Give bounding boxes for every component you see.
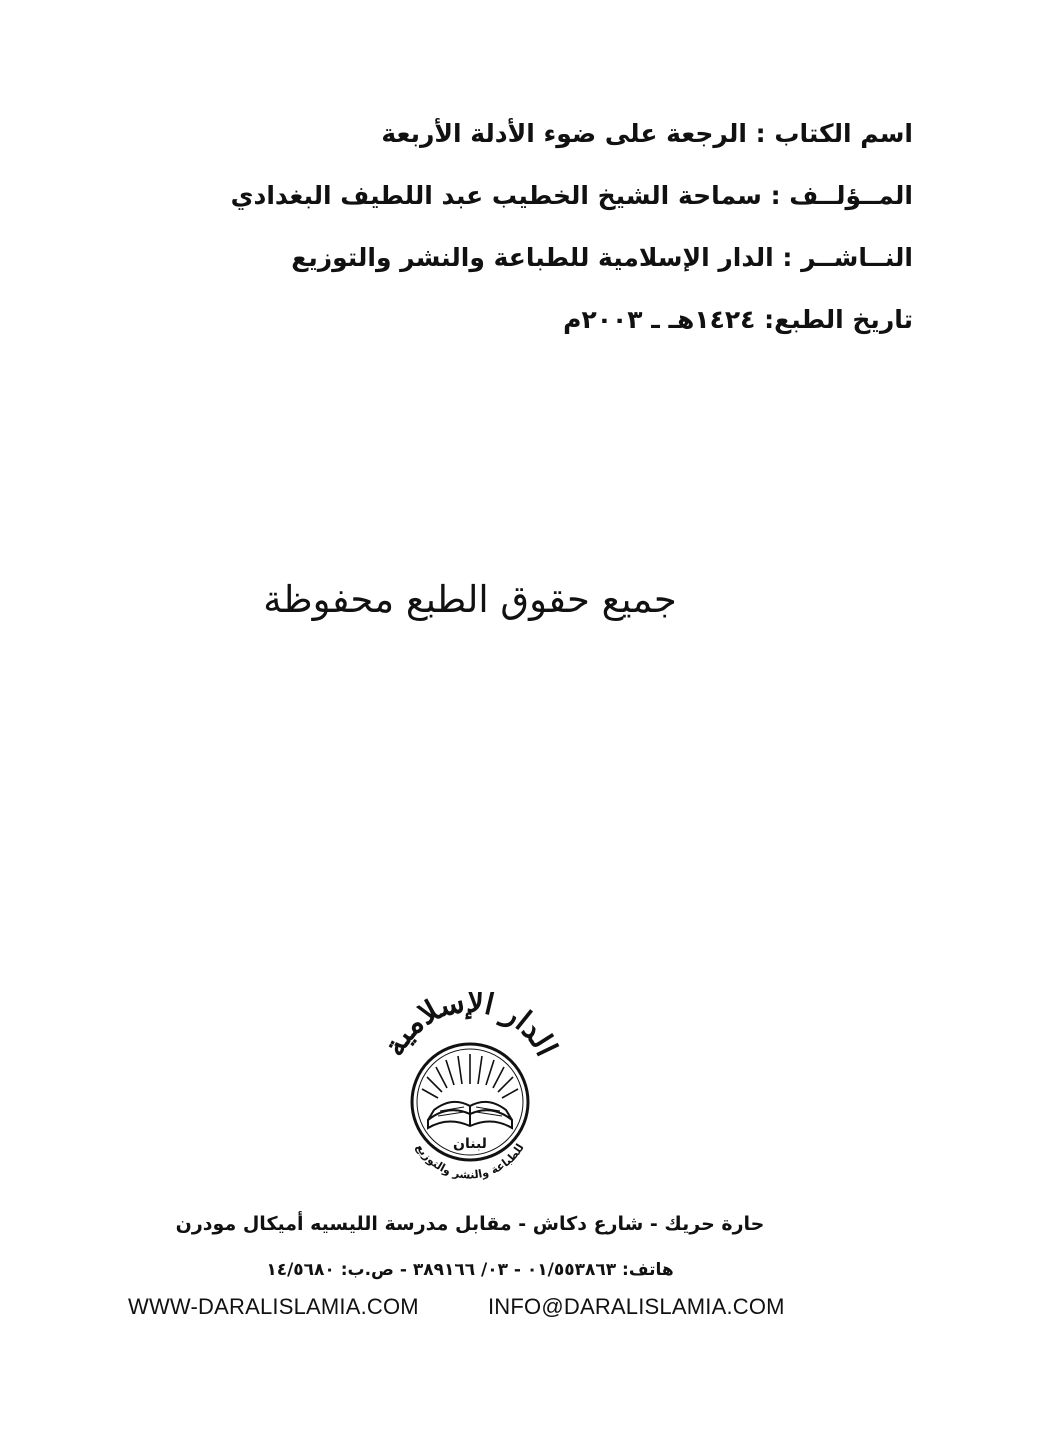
publisher-email[interactable]: INFO@DARALISLAMIA.COM xyxy=(488,1294,785,1319)
author-line: المــؤلــف : سماحة الشيخ الخطيب عبد اللطيف البغدادي xyxy=(230,181,913,210)
logo-bottom-text: للطباعة والنشر والتوزيع xyxy=(413,1141,527,1182)
svg-text:الدار الإسلامية xyxy=(377,992,564,1062)
book-title-line: اسم الكتاب : الرجعة على ضوء الأدلة الأربعة xyxy=(381,119,913,148)
book-info xyxy=(153,118,913,366)
publisher-address: حارة حريك - شارع دكاش - مقابل مدرسة الليسيه أميكال مودرن xyxy=(175,1213,765,1235)
rights-reserved: جميع حقوق الطبع محفوظة xyxy=(263,578,677,621)
logo-place-text: لبنان xyxy=(453,1136,487,1152)
publisher-line: النــاشــر : الدار الإسلامية للطباعة والنشر والتوزيع xyxy=(291,243,913,272)
publisher-logo-icon xyxy=(370,992,570,1192)
logo-top-text: الدار الإسلامية xyxy=(376,992,564,1062)
publisher-phone: هاتف: ٠١/٥٥٣٨٦٣ - ٠٣/ ٣٨٩١٦٦ - ص.ب: ١٤/٥٦٨٠ xyxy=(266,1260,674,1280)
publisher-website[interactable]: WWW-DARALISLAMIA.COM xyxy=(128,1294,419,1319)
print-date-line: تاريخ الطبع: ١٤٢٤هـ ـ ٢٠٠٣م xyxy=(563,305,913,334)
